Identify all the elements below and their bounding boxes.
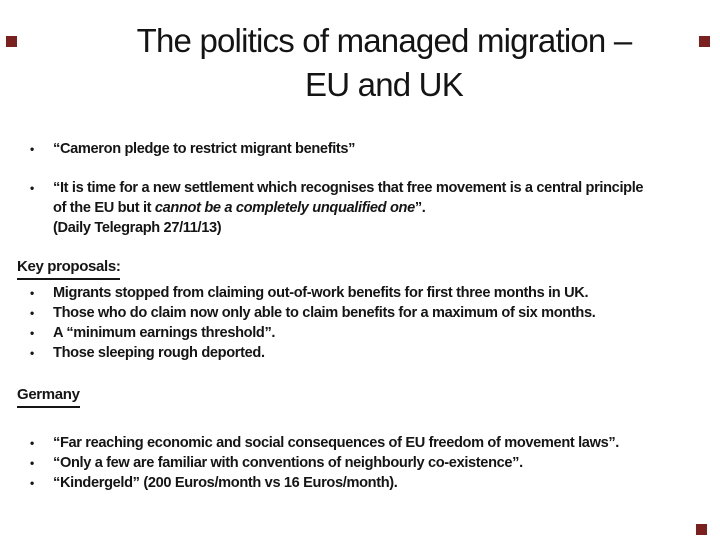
key-proposals-list bbox=[0, 283, 720, 363]
quote-2-line2-normal: of the EU but it bbox=[53, 200, 155, 216]
headline-quote-1-section bbox=[0, 139, 720, 159]
quote-2-line2-end: ”. bbox=[414, 200, 426, 216]
germany-heading: Germany bbox=[17, 385, 80, 408]
bullet-icon: • bbox=[30, 326, 34, 340]
quote-2-line1: “It is time for a new settlement which recognises that free movement is a central principle bbox=[53, 180, 644, 196]
list-item bbox=[0, 178, 720, 198]
bullet-icon: • bbox=[30, 346, 34, 360]
slide-title-line1: The politics of managed migration – bbox=[136, 22, 632, 59]
key-proposals-heading: Key proposals: bbox=[17, 257, 120, 280]
list-item bbox=[0, 433, 720, 453]
key-proposal-4: Those sleeping rough deported. bbox=[53, 345, 265, 361]
list-item bbox=[0, 343, 720, 363]
list-item bbox=[0, 283, 720, 303]
bullet-icon: • bbox=[30, 286, 34, 300]
germany-heading-row bbox=[0, 385, 720, 408]
key-proposals-section bbox=[0, 257, 720, 363]
germany-item-3: “Kindergeld” (200 Euros/month vs 16 Euros/month). bbox=[53, 475, 398, 491]
key-proposal-1: Migrants stopped from claiming out-of-work benefits for first three months in UK. bbox=[53, 285, 589, 301]
germany-list bbox=[0, 433, 720, 493]
germany-section bbox=[0, 385, 720, 493]
list-item bbox=[0, 303, 720, 323]
bullet-icon: • bbox=[30, 181, 34, 195]
key-proposal-3: A “minimum earnings threshold”. bbox=[53, 325, 276, 341]
list-item bbox=[0, 139, 720, 159]
key-proposals-heading-row bbox=[0, 257, 720, 280]
list-item bbox=[0, 453, 720, 473]
list-item bbox=[0, 473, 720, 493]
bullet-icon: • bbox=[30, 142, 34, 156]
bullet-icon: • bbox=[30, 456, 34, 470]
list-item bbox=[0, 323, 720, 343]
key-proposal-2: Those who do claim now only able to claim benefits for a maximum of six months. bbox=[53, 305, 596, 321]
slide-title bbox=[0, 19, 720, 107]
slide-title-line2: EU and UK bbox=[305, 66, 463, 103]
germany-item-1: “Far reaching economic and social consequences of EU freedom of movement laws”. bbox=[53, 435, 619, 451]
quote-2-source: (Daily Telegraph 27/11/13) bbox=[53, 220, 222, 236]
headline-quote-2-section bbox=[0, 178, 720, 238]
corner-mark-bottom-right bbox=[696, 524, 707, 535]
bullet-icon: • bbox=[30, 476, 34, 490]
quote-2-line2 bbox=[0, 198, 720, 218]
bullet-icon: • bbox=[30, 436, 34, 450]
quote-1-text: “Cameron pledge to restrict migrant benefits” bbox=[53, 141, 356, 157]
quote-2-line2-italic: cannot be a completely unqualified one bbox=[154, 200, 415, 216]
germany-item-2: “Only a few are familiar with conventions of neighbourly co-existence”. bbox=[53, 455, 523, 471]
bullet-icon: • bbox=[30, 306, 34, 320]
